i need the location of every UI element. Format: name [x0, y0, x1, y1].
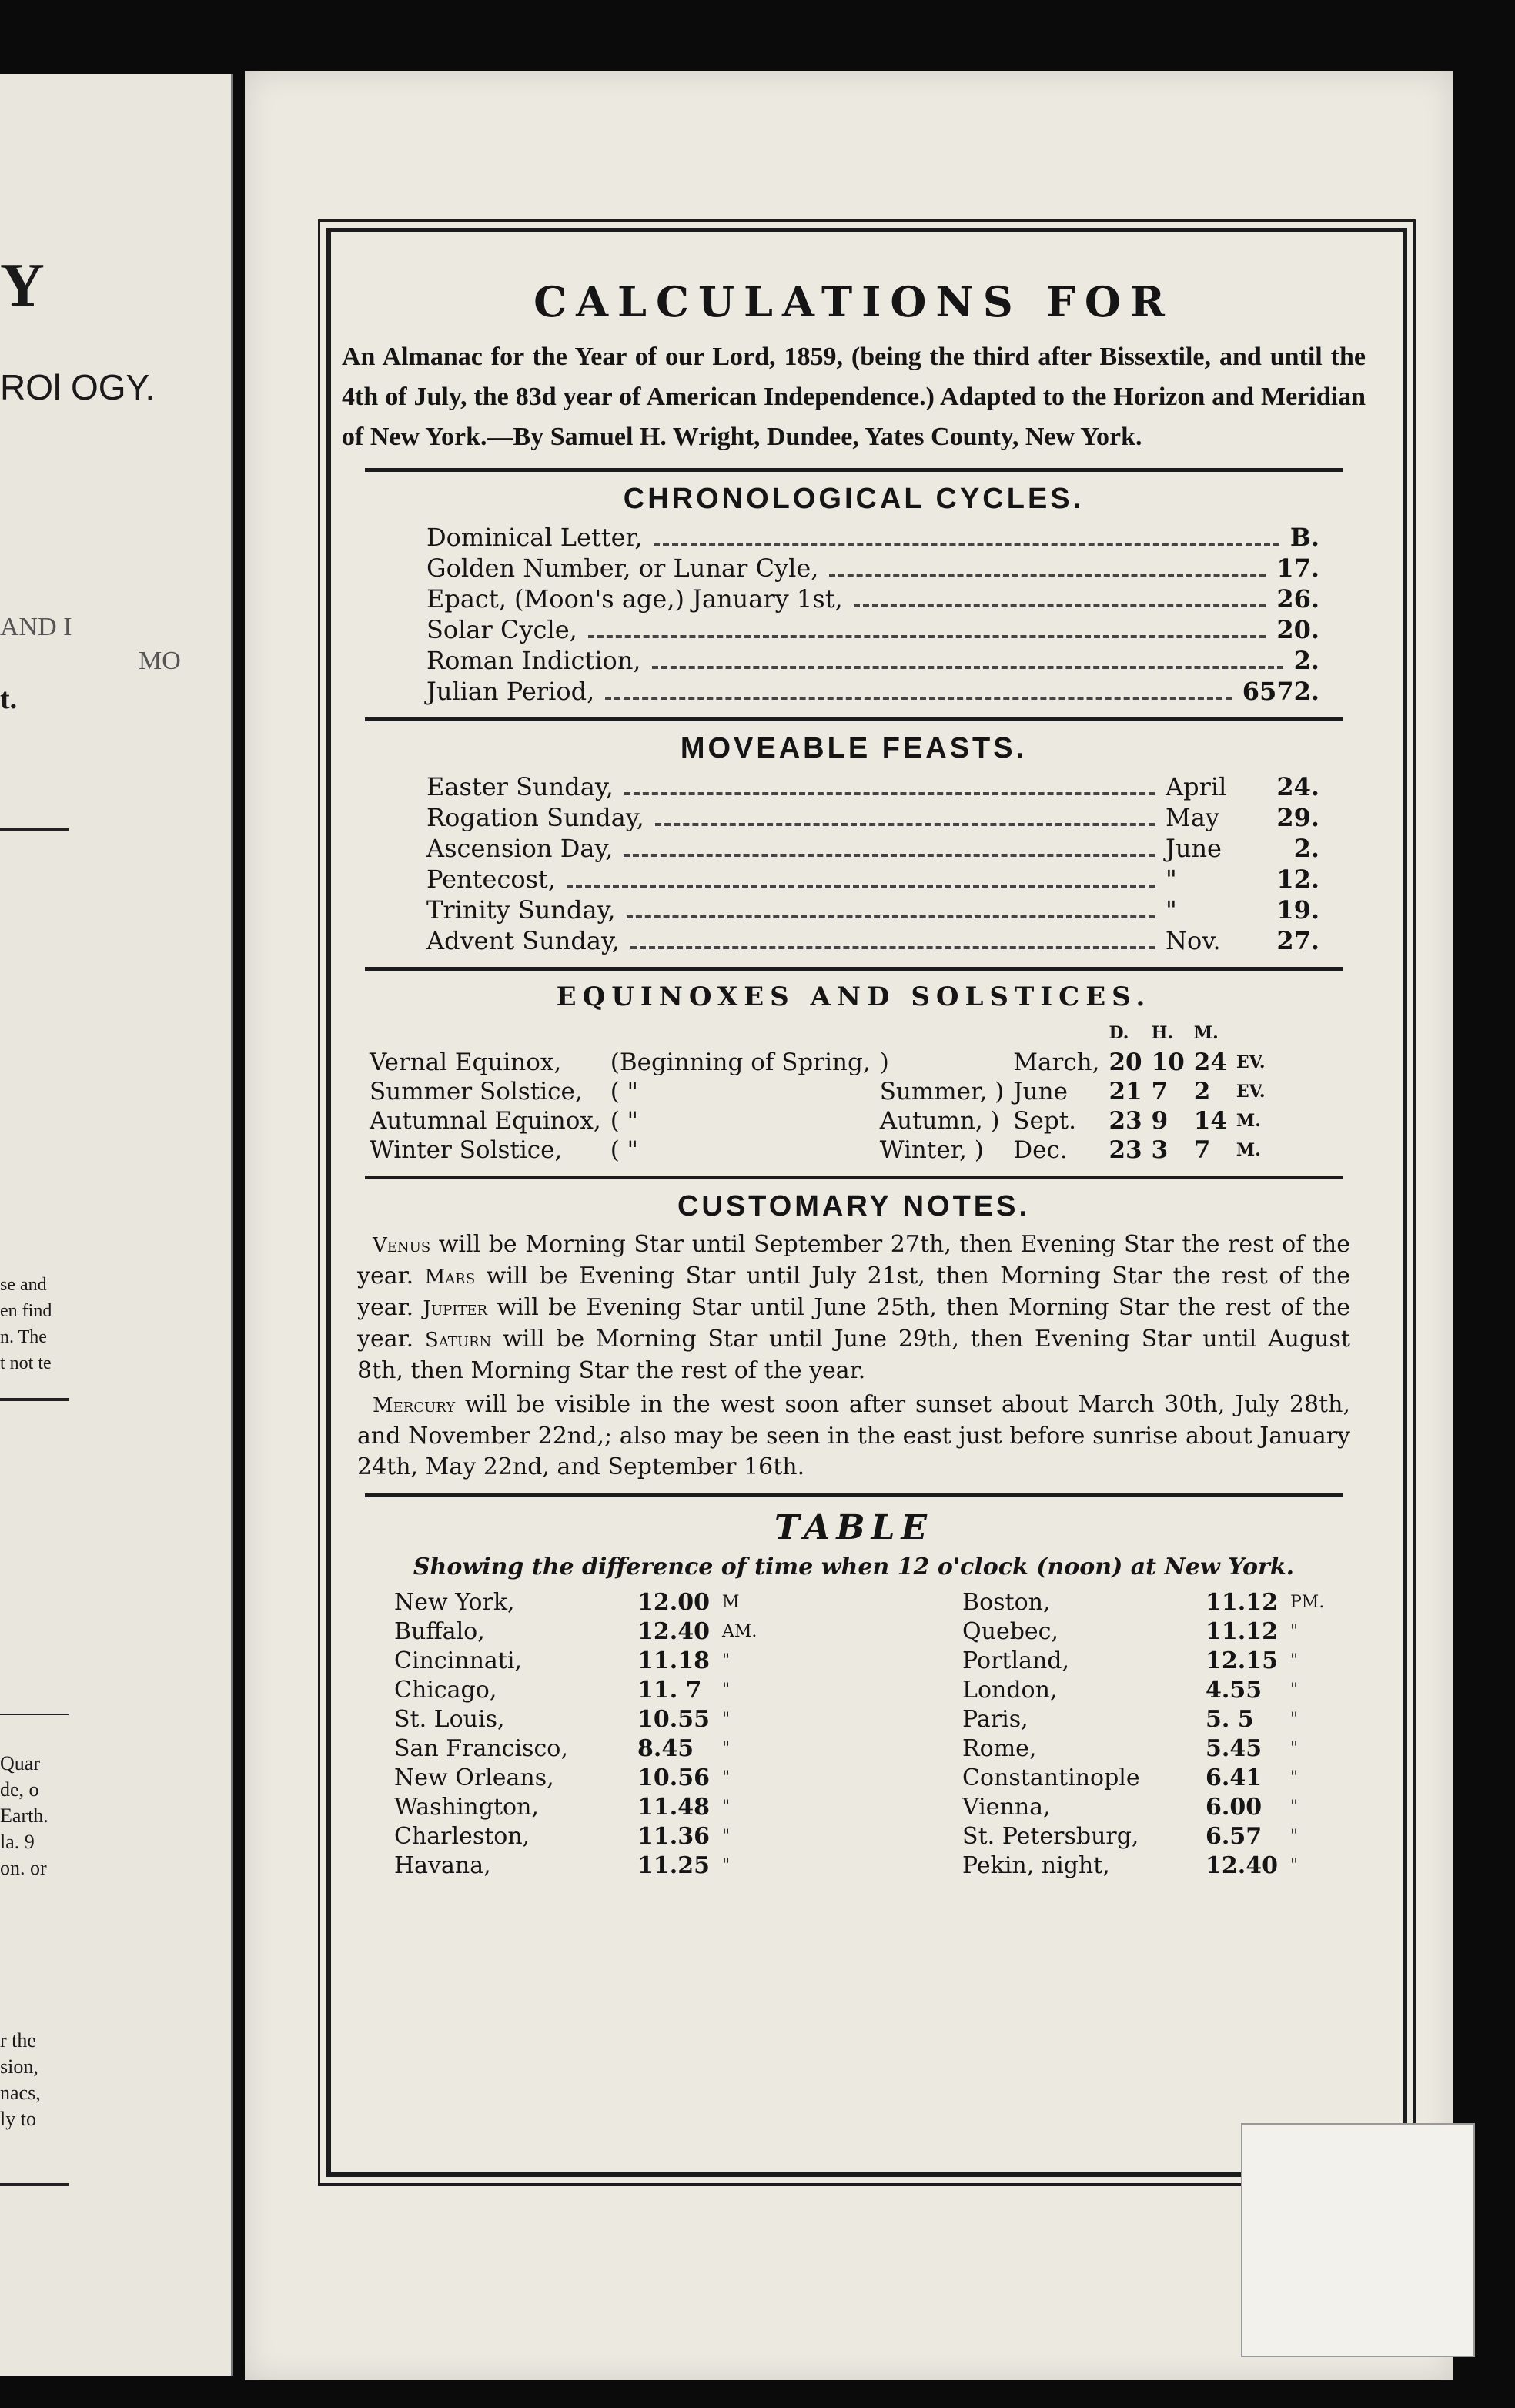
feast-day: 27. [1276, 926, 1319, 955]
time-row [956, 1764, 1350, 1793]
time-row [956, 1705, 1350, 1734]
equinox-d: 23 [1109, 1107, 1142, 1135]
city-time: 5. 5 [1206, 1706, 1254, 1733]
left-fragment: Y [0, 252, 45, 319]
city-time: 11.18 [637, 1647, 710, 1674]
note-text: will be Evening Star until July 21st, then Morning Star the rest of the year. [357, 1263, 1350, 1321]
feast-month: June [1166, 834, 1222, 863]
equinox-close: Autumn, ) [879, 1107, 1000, 1135]
leader-dots [624, 840, 1155, 857]
table-subtitle: Showing the difference of time when 12 o'clock (noon) at New York. [413, 1553, 1295, 1580]
leader-dots [654, 529, 1279, 546]
city-time: 11.25 [637, 1852, 710, 1879]
equinox-h: 3 [1151, 1136, 1169, 1164]
planet-name: Mars [424, 1266, 476, 1289]
time-unit: " [1290, 1622, 1299, 1641]
cycle-row [426, 553, 1319, 584]
time-unit: " [721, 1827, 731, 1846]
city-name: Buffalo, [394, 1618, 485, 1645]
time-row [956, 1734, 1350, 1764]
city-time: 6.00 [1206, 1794, 1262, 1821]
feast-row [426, 895, 1319, 925]
feast-month: Nov. [1166, 926, 1221, 955]
cycle-label: Solar Cycle, [426, 615, 577, 644]
left-fragment: se and [0, 1275, 47, 1295]
city-name: Cincinnati, [394, 1647, 522, 1674]
section-divider [365, 717, 1343, 721]
section-heading: EQUINOXES AND SOLSTICES. [556, 982, 1152, 1012]
time-unit: " [1290, 1827, 1299, 1846]
leader-dots [854, 590, 1266, 607]
left-page-fragment [0, 74, 233, 2376]
time-row [956, 1851, 1350, 1881]
city-name: San Francisco, [394, 1735, 568, 1762]
equinox-m: 14 [1193, 1107, 1227, 1135]
note-text: will be Morning Star until September 27th, then Evening Star the rest of the year. [357, 1231, 1350, 1289]
section-divider [365, 967, 1343, 971]
equinox-month: June [1013, 1078, 1068, 1105]
col-d: D. [1109, 1023, 1129, 1043]
left-fragment: Earth. [0, 1804, 48, 1827]
equinox-m: 7 [1193, 1136, 1211, 1164]
col-h: H. [1151, 1023, 1174, 1043]
cycle-value: 6572. [1242, 677, 1319, 706]
city-time: 11.12 [1206, 1589, 1278, 1616]
feast-row [426, 864, 1319, 895]
equinox-suffix: M. [1236, 1111, 1261, 1131]
left-fragment: Quar [0, 1752, 40, 1774]
customary-notes-section [342, 1190, 1366, 1483]
feast-day: 2. [1293, 834, 1319, 863]
cycle-value: B. [1289, 523, 1319, 552]
equinox-suffix: M. [1236, 1140, 1261, 1160]
planet-name: Jupiter [423, 1297, 488, 1320]
time-table-left [388, 1588, 782, 1881]
cycle-label: Golden Number, or Lunar Cyle, [426, 554, 819, 583]
cycle-row [426, 645, 1319, 676]
city-time: 11.48 [637, 1794, 710, 1821]
section-heading: MOVEABLE FEASTS. [680, 732, 1028, 764]
leader-dots [588, 621, 1266, 638]
planet-name: Saturn [424, 1329, 492, 1352]
cycle-row [426, 614, 1319, 645]
cycle-value: 20. [1276, 615, 1319, 644]
city-time: 11.36 [637, 1823, 710, 1850]
left-rule [0, 2183, 69, 2186]
equinox-m: 2 [1193, 1078, 1211, 1105]
feasts-list [342, 771, 1366, 956]
feast-label: Trinity Sunday, [426, 895, 616, 925]
time-row [388, 1764, 782, 1793]
section-divider [365, 468, 1343, 472]
feast-month: " [1166, 895, 1177, 925]
mercury-paragraph [357, 1390, 1350, 1483]
equinox-open: ( " [610, 1078, 638, 1105]
time-unit: " [721, 1856, 731, 1875]
time-row [956, 1588, 1350, 1617]
left-fragment: ly to [0, 2108, 36, 2130]
time-unit: " [1290, 1651, 1299, 1671]
city-name: Charleston, [394, 1823, 530, 1850]
equinox-suffix: EV. [1236, 1052, 1266, 1072]
leader-dots [567, 871, 1155, 888]
feast-month: April [1166, 772, 1227, 801]
section-divider [365, 1176, 1343, 1179]
col-m: M. [1193, 1023, 1219, 1043]
city-name: Rome, [962, 1735, 1037, 1762]
equinox-open: ( " [610, 1107, 638, 1135]
time-unit: " [1290, 1768, 1299, 1788]
feast-label: Ascension Day, [426, 834, 614, 863]
cycle-label: Julian Period, [426, 677, 595, 706]
equinoxes-header-row [365, 1018, 1270, 1048]
left-fragment: t not te [0, 1353, 52, 1373]
equinoxes-section [342, 982, 1366, 1165]
time-row [956, 1617, 1350, 1647]
city-time: 12.40 [637, 1618, 710, 1645]
equinox-close: Winter, ) [879, 1136, 984, 1164]
city-time: 11. 7 [637, 1677, 702, 1704]
chronological-cycles-section [342, 483, 1366, 707]
city-name: Havana, [394, 1852, 491, 1879]
left-rule [0, 1398, 69, 1401]
city-time: 5.45 [1206, 1735, 1262, 1762]
city-name: Vienna, [962, 1794, 1051, 1821]
left-fragment: AND I [0, 613, 72, 641]
time-unit: " [1290, 1798, 1299, 1817]
equinox-month: Dec. [1013, 1136, 1068, 1164]
city-name: Pekin, night, [962, 1852, 1110, 1879]
city-name: Paris, [962, 1706, 1028, 1733]
equinox-open: (Beginning of Spring, [610, 1048, 871, 1076]
cycle-row [426, 676, 1319, 707]
city-name: New Orleans, [394, 1764, 554, 1791]
city-name: Constantinople [962, 1764, 1140, 1791]
cycle-label: Roman Indiction, [426, 646, 641, 675]
feast-label: Pentecost, [426, 865, 557, 894]
section-heading: CHRONOLOGICAL CYCLES. [623, 483, 1085, 515]
leader-dots [652, 652, 1283, 669]
time-unit: " [721, 1681, 731, 1700]
leader-dots [605, 683, 1232, 700]
section-divider [365, 1493, 1343, 1497]
equinox-month: Sept. [1013, 1107, 1076, 1135]
time-unit: " [721, 1710, 731, 1729]
time-unit: " [721, 1651, 731, 1671]
cycle-value: 2. [1293, 646, 1319, 675]
left-rule [0, 828, 69, 831]
feast-day: 19. [1276, 895, 1319, 925]
equinoxes-table [365, 1018, 1270, 1165]
section-heading: TABLE [774, 1508, 934, 1547]
left-fragment: t. [0, 683, 18, 715]
left-fragment: ROl OGY. [0, 367, 156, 407]
equinox-close: ) [879, 1048, 889, 1076]
note-text: will be Evening Star until June 25th, then Morning Star the rest of the year. [357, 1294, 1350, 1353]
equinox-m: 24 [1193, 1048, 1227, 1076]
time-unit: " [721, 1768, 731, 1788]
left-fragment: nacs, [0, 2082, 41, 2104]
time-table-right [956, 1588, 1350, 1881]
time-unit: " [1290, 1681, 1299, 1700]
time-unit: " [1290, 1710, 1299, 1729]
time-row [388, 1588, 782, 1617]
time-unit: M [721, 1593, 740, 1612]
equinox-open: ( " [610, 1136, 638, 1164]
page-title: CALCULATIONS FOR [533, 277, 1174, 326]
equinox-row [365, 1048, 1270, 1077]
feast-month: " [1166, 865, 1177, 894]
moveable-feasts-section [342, 732, 1366, 956]
time-row [388, 1705, 782, 1734]
equinox-name: Summer Solstice, [370, 1078, 583, 1105]
note-text: will be visible in the west soon after sunset about March 30th, July 28th, and November 22nd,; also may be seen in the east just before sunrise about January 24th, May 22nd, and September 16th. [357, 1391, 1350, 1480]
left-rule [0, 1714, 69, 1715]
time-unit: PM. [1290, 1593, 1325, 1612]
feast-label: Easter Sunday, [426, 772, 614, 801]
leader-dots [627, 901, 1155, 918]
time-row [956, 1793, 1350, 1822]
feast-day: 29. [1276, 803, 1319, 832]
cycle-row [426, 522, 1319, 553]
city-name: New York, [394, 1589, 515, 1616]
city-time: 12.00 [637, 1589, 710, 1616]
cycle-value: 17. [1276, 554, 1319, 583]
left-fragment: en find [0, 1301, 52, 1321]
feast-row [426, 771, 1319, 802]
time-unit: " [1290, 1856, 1299, 1875]
time-row [388, 1793, 782, 1822]
equinox-d: 21 [1109, 1078, 1142, 1105]
torn-corner [1241, 2123, 1475, 2357]
leader-dots [829, 560, 1266, 577]
left-fragment: n. The [0, 1327, 47, 1347]
equinox-h: 9 [1151, 1107, 1169, 1135]
feast-label: Advent Sunday, [426, 926, 620, 955]
equinox-h: 10 [1151, 1048, 1185, 1076]
equinox-d: 23 [1109, 1136, 1142, 1164]
equinox-d: 20 [1109, 1048, 1142, 1076]
feast-day: 12. [1276, 865, 1319, 894]
equinox-row [365, 1077, 1270, 1106]
time-row [388, 1851, 782, 1881]
equinox-name: Winter Solstice, [370, 1136, 563, 1164]
city-name: St. Petersburg, [962, 1823, 1139, 1850]
left-fragment: on. or [0, 1857, 47, 1879]
planets-paragraph [357, 1229, 1350, 1386]
city-time: 8.45 [637, 1735, 694, 1762]
city-time: 12.15 [1206, 1647, 1278, 1674]
cycle-row [426, 584, 1319, 614]
leader-dots [655, 809, 1155, 826]
time-unit: " [721, 1798, 731, 1817]
time-row [388, 1647, 782, 1676]
left-fragment: MO [139, 647, 181, 675]
planet-name: Mercury [373, 1394, 456, 1417]
almanac-content [342, 277, 1366, 1881]
cycle-label: Epact, (Moon's age,) January 1st, [426, 584, 843, 614]
time-row [956, 1647, 1350, 1676]
cycle-label: Dominical Letter, [426, 523, 643, 552]
cycle-value: 26. [1276, 584, 1319, 614]
city-name: Washington, [394, 1794, 539, 1821]
equinox-close: Summer, ) [879, 1078, 1005, 1105]
city-time: 11.12 [1206, 1618, 1278, 1645]
intro-paragraph: An Almanac for the Year of our Lord, 1859, (being the third after Bissextile, and until the 4th of July, the 83d year of American Independence.) Adapted to the Horizon and Meridian of New York.—By Samuel H. Wright, Dundee, Yates County, New York. [342, 343, 1366, 451]
city-time: 12.40 [1206, 1852, 1278, 1879]
equinox-month: March, [1013, 1048, 1100, 1076]
cycles-list [342, 522, 1366, 707]
city-name: Quebec, [962, 1618, 1059, 1645]
equinox-row [365, 1106, 1270, 1135]
planet-name: Venus [373, 1234, 431, 1257]
left-fragment: r the [0, 2029, 36, 2052]
city-time: 6.41 [1206, 1764, 1262, 1791]
city-name: London, [962, 1677, 1058, 1704]
time-row [388, 1617, 782, 1647]
equinox-name: Autumnal Equinox, [370, 1107, 601, 1135]
feast-month: May [1166, 803, 1219, 832]
feast-row [426, 833, 1319, 864]
city-time: 10.55 [637, 1706, 710, 1733]
feast-row [426, 802, 1319, 833]
time-row [388, 1676, 782, 1705]
time-row [956, 1676, 1350, 1705]
equinox-suffix: EV. [1236, 1082, 1266, 1102]
city-name: Portland, [962, 1647, 1070, 1674]
time-row [388, 1822, 782, 1851]
left-fragment: de, o [0, 1778, 39, 1801]
equinox-row [365, 1135, 1270, 1165]
city-name: St. Louis, [394, 1706, 505, 1733]
leader-dots [624, 778, 1155, 795]
feast-row [426, 925, 1319, 956]
time-row [956, 1822, 1350, 1851]
left-fragment: la. 9 [0, 1831, 35, 1853]
time-table-section [342, 1508, 1366, 1881]
time-row [388, 1734, 782, 1764]
left-fragment: sion, [0, 2055, 38, 2078]
feast-day: 24. [1276, 772, 1319, 801]
equinox-h: 7 [1151, 1078, 1169, 1105]
section-heading: CUSTOMARY NOTES. [677, 1190, 1031, 1222]
time-unit: " [721, 1739, 731, 1758]
city-time: 10.56 [637, 1764, 710, 1791]
time-unit: " [1290, 1739, 1299, 1758]
city-name: Chicago, [394, 1677, 497, 1704]
feast-label: Rogation Sunday, [426, 803, 644, 832]
note-text: will be Morning Star until June 29th, then Evening Star until August 8th, then Morning Star the rest of the year. [357, 1326, 1350, 1384]
city-name: Boston, [962, 1589, 1051, 1616]
city-time: 4.55 [1206, 1677, 1262, 1704]
equinox-name: Vernal Equinox, [370, 1048, 562, 1076]
leader-dots [630, 932, 1155, 949]
city-time: 6.57 [1206, 1823, 1262, 1850]
time-unit: AM. [721, 1622, 758, 1641]
